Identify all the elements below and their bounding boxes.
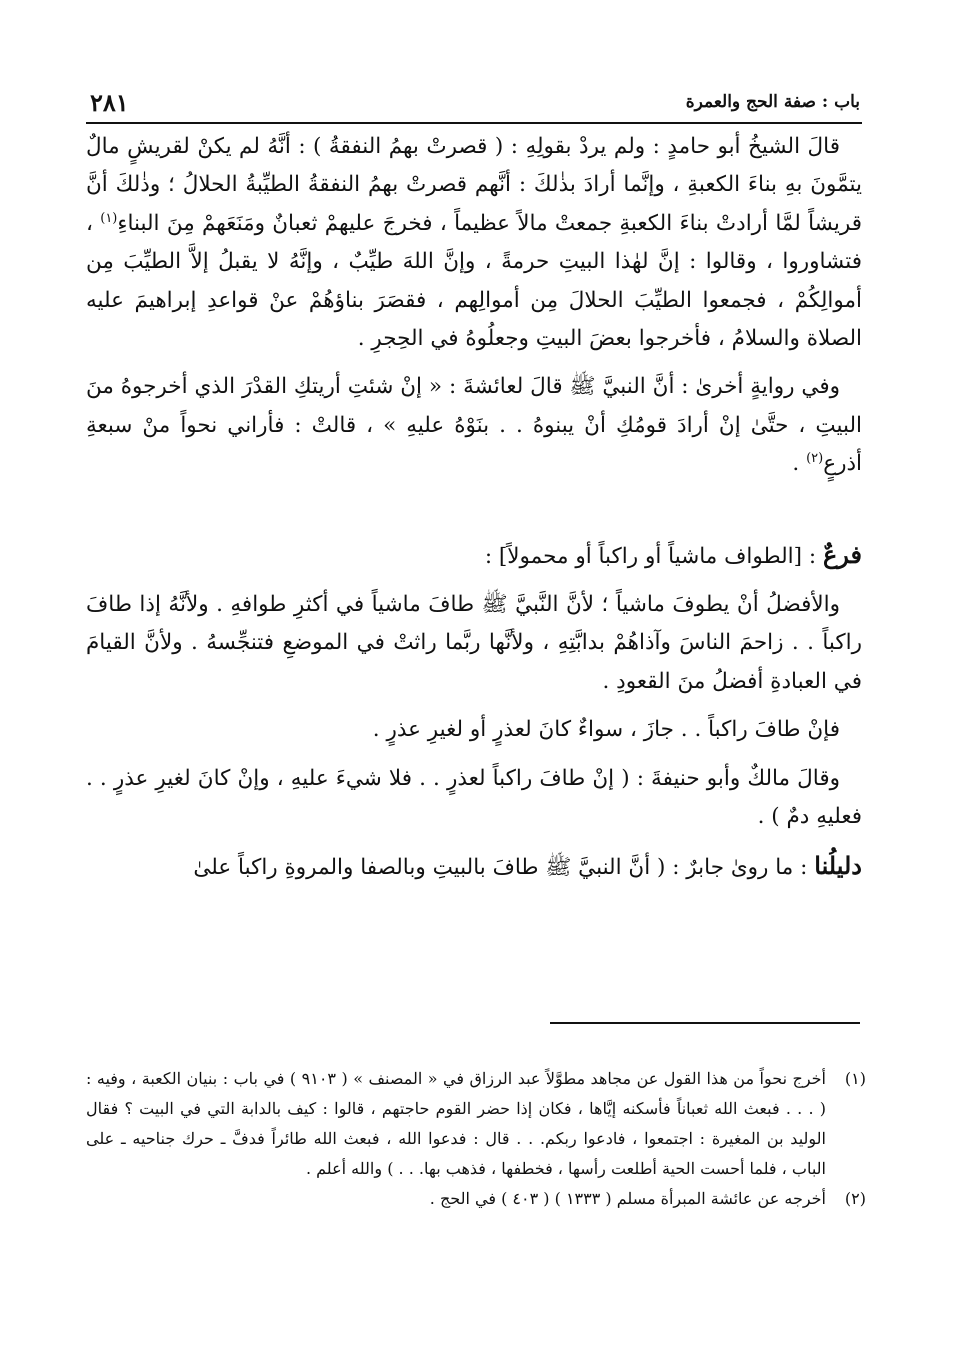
- footnote-number: (٢): [844, 1189, 866, 1208]
- paragraph-2: [86, 368, 862, 483]
- paragraph-1-tail: ، فتشاوروا ، وقالوا : إنَّ لهٰذا البيتِ حرمةً ، وإنَّ اللهَ طيِّبٌ ، وإنَّهُ لا يقبلُ إلاَّ الطيِّبَ مِن أموالِكُمْ ، فجمعوا الطيِّبَ الحلالَ مِن أموالِهم ، فقصَرَ بناؤهُمْ عنْ قواعدِ إبراهيمَ عليه الصلاة والسلامُ ، فأخرجوا بعضَ البيتِ وجعلُوهُ في الحِجرِ .: [86, 210, 862, 352]
- paragraph-1-text: قالَ الشيخُ أبو حامدٍ : ولم يردْ بقولِهِ : ( قصرتْ بهمُ النفقةُ ) : أنَّهُ لم يكنْ لقريشٍ مالٌ يتمَّونَ بهِ بناءَ الكعبةِ ، وإنَّما أرادَ بذٰلكَ : أنَّهم قصرتْ بهمُ النفقةُ الطيِّبةُ الحلالُ ؛ وذٰلكَ أنَّ قريشاً لمَّا أرادتْ بناءَ الكعبةِ جمعتْ مالاً عظيماً ، فخرجَ عليهمْ ثعبانٌ ومَنَعَهمْ مِنَ البناءِ: [86, 134, 862, 236]
- footnotes: [86, 1064, 866, 1214]
- footnote-ref-1: (١): [100, 210, 118, 226]
- footnote-number: (١): [844, 1069, 866, 1088]
- main-text: [86, 128, 862, 887]
- footnote-1: [86, 1064, 866, 1184]
- paragraph-6: [86, 847, 862, 887]
- section-heading: [86, 536, 862, 576]
- paragraph-6-text: : ما روىٰ جابرٌ : ( أنَّ النبيَّ ﷺ طافَ بالبيتِ وبالصفا والمروةِ راكباً علىٰ: [193, 854, 815, 880]
- page-number: ٢٨١: [90, 87, 129, 117]
- paragraph-2-text: وفي روايةٍ أخرىٰ : أنَّ النبيَّ ﷺ قالَ لعائشةَ : « إنْ شئتِ أريتكِ القدْرَ الذي أخرجوهُ منَ البيتِ ، حتَّىٰ إنْ أرادَ قومُكِ أنْ يبنوهُ . . بنَوْهُ عليهِ » ، قالتْ : فأراني نحواً منْ سبعةِ أذرعٍ: [86, 374, 862, 477]
- paragraph-1: [86, 128, 862, 358]
- paragraph-3: والأفضلُ أنْ يطوفَ ماشياً ؛ لأنَّ النَّبيَّ ﷺ طافَ ماشياً في أكثرِ طوافهِ . ولأنَّهُ إذا طافَ راكباً . . زاحمَ الناسَ وآذاهُمْ بدابَّتِهِ ، ولأنَّها ربَّما راثتْ في الموضعِ فتنجِّسهُ . ولأنَّ القيامَ في العبادةِ أفضلُ منَ القعودِ .: [86, 592, 862, 694]
- footnote-2: [86, 1184, 866, 1214]
- section-lead: فرعٌ: [822, 539, 862, 569]
- page-header: [86, 82, 862, 124]
- section-title: : [الطواف ماشياً أو راكباً أو محمولاً] :: [484, 543, 823, 569]
- paragraph-2-tail: .: [792, 451, 807, 477]
- paragraph-5: وقالَ مالكٌ وأبو حنيفةَ : ( إنْ طافَ راكباً لعذرٍ . . فلا شيءَ عليهِ ، وإنْ كانَ لغيرِ عذرٍ . . فعليهِ دمٌ ) .: [86, 765, 862, 830]
- running-title: باب : صفة الحج والعمرة: [685, 92, 860, 112]
- footnote-separator: [550, 1022, 860, 1024]
- paragraph-4: فإنْ طافَ راكباً . . جازَ ، سواءٌ كانَ لعذرٍ أو لغيرِ عذرٍ .: [372, 717, 840, 743]
- evidence-lead: دليلُنا: [814, 850, 862, 880]
- footnote-text: أخرج نحواً من هذا القول عن مجاهد مطوَّلاً عبد الرزاق في « المصنف » ( ٩١٠٣ ) في باب : بنيان الكعبة ، وفيه : ( . . . فبعث الله ثعباناً فأسكنه إيَّاها ، فكان إذا حضر القوم حاجتهم ، قالوا : كيف بالدابة التي في البيت ؟ فقال الوليد بن المغيرة : اجتمعوا ، فادعوا ربكم. . . قال : فدعوا الله ، فبعث الله طائراً فدفَّ ـ حرك جناحيه ـ على الباب ، فلما أحست الحية أطلعت رأسها ، فخطفها ، فذهب بها. . . ) والله أعلم .: [86, 1069, 826, 1178]
- footnote-text: أخرجه عن عائشة المبرأة مسلم ( ١٣٣٣ ) ( ٤٠٣ ) في الحج .: [429, 1189, 826, 1208]
- footnote-ref-2: (٢): [806, 451, 824, 467]
